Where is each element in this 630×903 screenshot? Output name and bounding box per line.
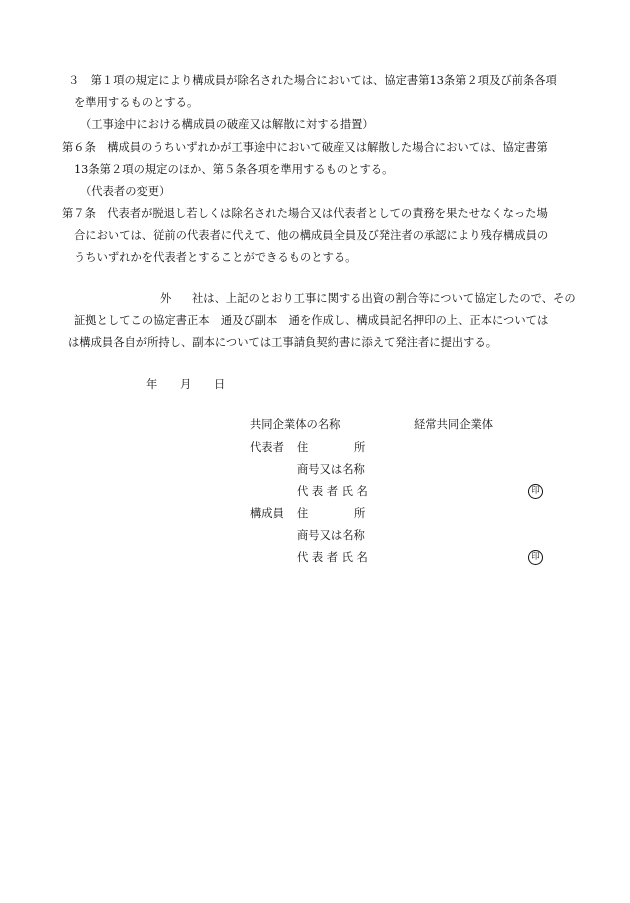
- member-address-label-a: 住: [297, 507, 309, 520]
- rep-address-label-b: 所: [354, 441, 366, 454]
- date-month: 月: [180, 378, 192, 391]
- article-7-line-1: 第７条 代表者が脱退し若しくは除名された場合又は代表者としての責務を果たせなくなった場: [62, 207, 548, 220]
- article-7-line-2: 合においては、従前の代表者に代えて、他の構成員全員及び発注者の承認により残存構成員の: [74, 229, 549, 242]
- closing-line-3: は構成員各自が所持し、副本については工事請負契約書に添えて発注者に提出する。: [68, 336, 498, 349]
- member-seal-icon: 印: [528, 550, 543, 565]
- date-year: 年: [146, 378, 158, 391]
- article-6-line-2: 13条第２項の規定のほか、第５条各項を準用するものとする。: [74, 163, 394, 176]
- rep-trade-name-label: 商号又は名称: [297, 463, 365, 476]
- representative-label: 代表者: [250, 441, 284, 454]
- member-address-label-b: 所: [354, 507, 366, 520]
- jv-name-label: 共同企業体の名称: [250, 418, 341, 431]
- rep-address-label-a: 住: [297, 441, 309, 454]
- rep-name-label: 代 表 者 氏 名: [297, 485, 368, 498]
- article-6-line-1: 第６条 構成員のうちいずれかが工事途中において破産又は解散した場合においては、協定書第: [62, 141, 548, 154]
- clause-3-line-1: ３ 第１項の規定により構成員が除名された場合においては、協定書第13条第２項及び前条各項: [68, 74, 557, 87]
- member-rep-name-label: 代 表 者 氏 名: [297, 551, 368, 564]
- closing-line-2: 証拠としてこの協定書正本 通及び副本 通を作成し、構成員記名押印の上、正本については: [74, 314, 549, 327]
- member-label: 構成員: [250, 507, 284, 520]
- heading-representative: （代表者の変更）: [80, 185, 171, 198]
- member-trade-name-label: 商号又は名称: [297, 529, 365, 542]
- closing-line-1-prefix: 外: [160, 292, 172, 305]
- closing-line-1: 社は、上記のとおり工事に関する出資の割合等について協定したので、その: [192, 292, 576, 305]
- clause-3-line-2: を準用するものとする。: [74, 96, 199, 109]
- heading-bankruptcy: （工事途中における構成員の破産又は解散に対する措置）: [80, 118, 374, 131]
- article-7-line-3: うちいずれかを代表者とすることができるものとする。: [74, 251, 357, 264]
- date-day: 日: [214, 378, 226, 391]
- rep-seal-icon: 印: [528, 484, 543, 499]
- jv-name-value: 経常共同企業体: [414, 418, 494, 431]
